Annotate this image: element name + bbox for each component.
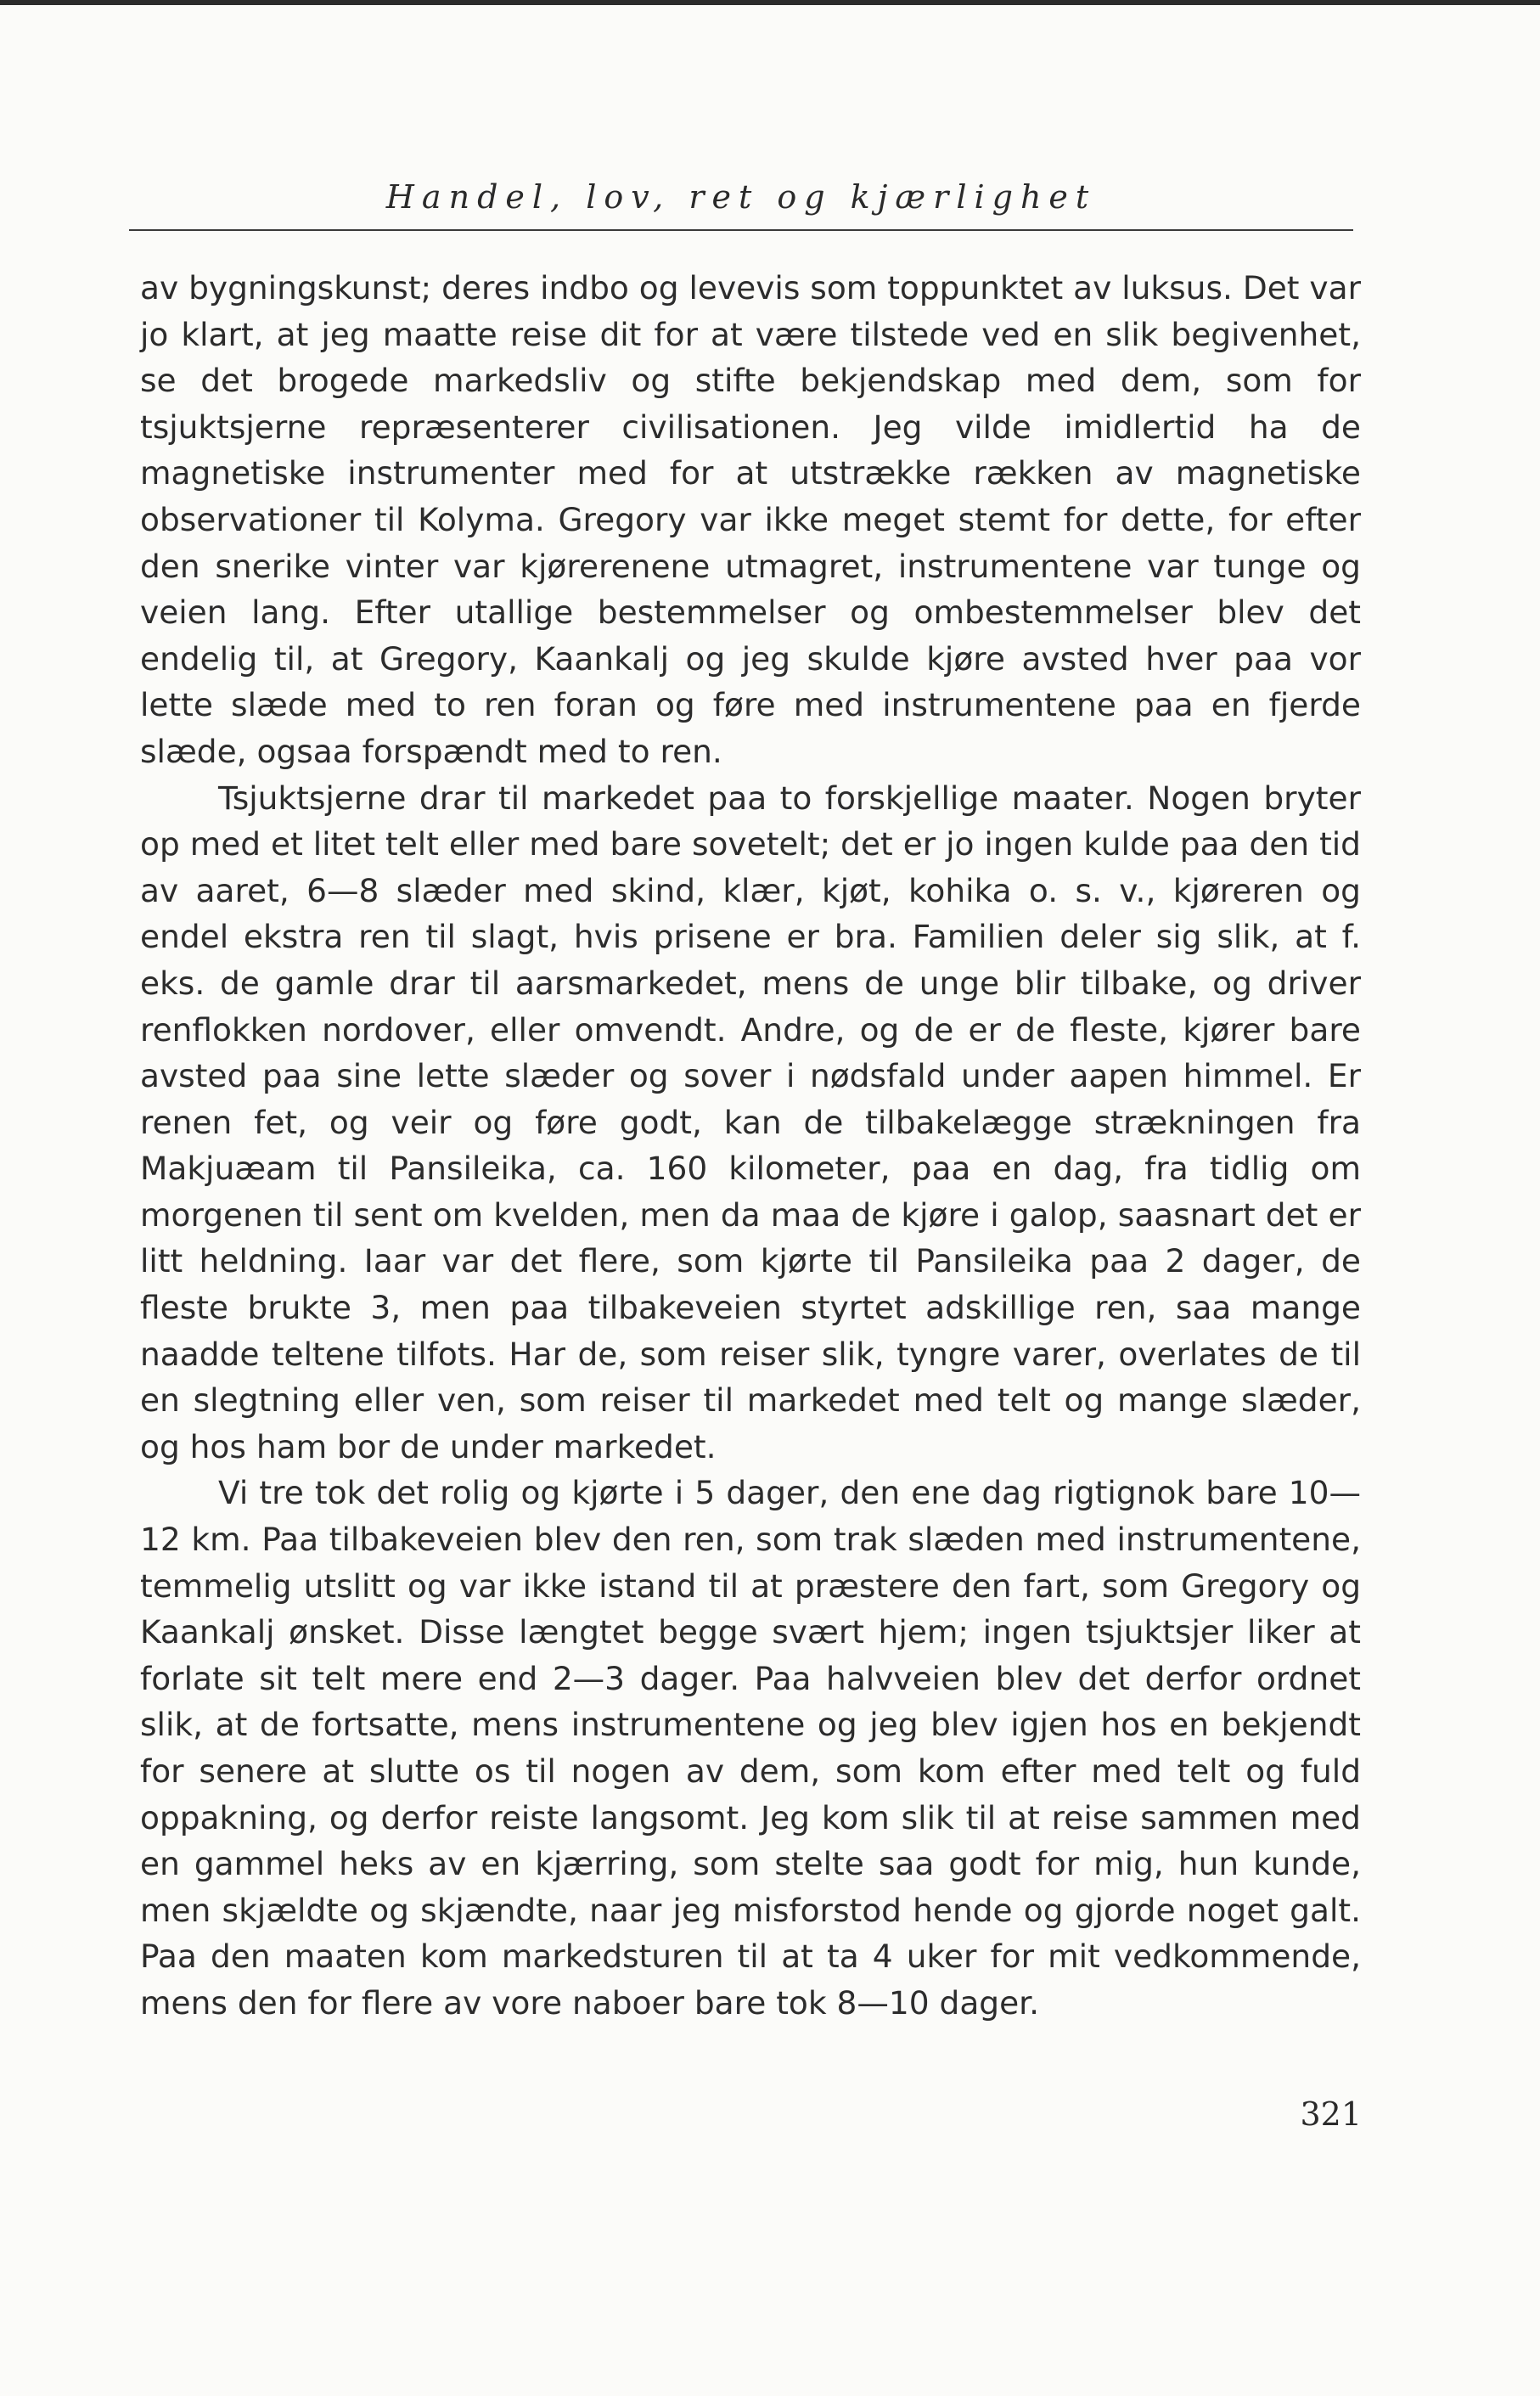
running-head: Handel, lov, ret og kjærlighet — [385, 178, 1097, 216]
paragraph-1: av bygningskunst; deres indbo og levevis som toppunktet av luksus. Det var jo klart, at jeg maatte reise dit for at være tilstede ved en slik begivenhet, se det brogede markedsliv og stifte bekjendskap med dem, som for tsjuktsjerne repræsenterer civilisationen. Jeg vilde imidlertid ha de magnetiske instrumenter med for at utstrække rækken av magnetiske observationer til Kolyma. Gregory var ikke meget stemt for dette, for efter den snerike vinter var kjørerenene utmagret, instrumentene var tunge og veien lang. Efter utallige bestemmelser og ombestemmelser blev det endelig til, at Gregory, Kaankalj og jeg skulde kjøre avsted hver paa vor lette slæde med to ren foran og føre med instrumentene paa en fjerde slæde, ogsaa forspændt med to ren. — [140, 269, 1361, 770]
body-text — [140, 265, 1361, 2027]
paragraph-2: Tsjuktsjerne drar til markedet paa to forskjellige maater. Nogen bryter op med et litet telt eller med bare sovetelt; det er jo ingen kulde paa den tid av aaret, 6—8 slæder med skind, klær, kjøt, kohika o. s. v., kjøreren og endel ekstra ren til slagt, hvis prisene er bra. Familien deler sig slik, at f. eks. de gamle drar til aarsmarkedet, mens de unge blir tilbake, og driver renflokken nordover, eller omvendt. Andre, og de er de fleste, kjører bare avsted paa sine lette slæder og sover i nødsfald under aapen himmel. Er renen fet, og veir og føre godt, kan de tilbakelægge strækningen fra Makjuæam til Pansileika, ca. 160 kilometer, paa en dag, fra tidlig om morgenen til sent om kvelden, men da maa de kjøre i galop, saasnart det er litt heldning. Iaar var det flere, som kjørte til Pansileika paa 2 dager, de fleste brukte 3, men paa tilbakeveien styrtet adskillige ren, saa mange naadde teltene tilfots. Har de, som reiser slik, tyngre varer, overlates de til en slegtning eller ven, som reiser til markedet med telt og mange slæder, og hos ham bor de under markedet. — [140, 779, 1361, 1465]
paragraph-3: Vi tre tok det rolig og kjørte i 5 dager, den ene dag rigtignok bare 10—12 km. Paa tilbakeveien blev den ren, som trak slæden med instrumentene, temmelig utslitt og var ikke istand til at præstere den fart, som Gregory og Kaankalj ønsket. Disse længtet begge svært hjem; ingen tsjuktsjer liker at forlate sit telt mere end 2—3 dager. Paa halvveien blev det derfor ordnet slik, at de fortsatte, mens instrumentene og jeg blev igjen hos en bekjendt for senere at slutte os til nogen av dem, som kom efter med telt og fuld oppakning, og derfor reiste langsomt. Jeg kom slik til at reise sammen med en gammel heks av en kjærring, som stelte saa godt for mig, hun kunde, men skjældte og skjændte, naar jeg misforstod hende og gjorde noget galt. Paa den maaten kom markedsturen til at ta 4 uker for mit vedkommende, mens den for flere av vore naboer bare tok 8—10 dager. — [140, 1474, 1361, 2022]
scan-top-edge — [0, 0, 1540, 5]
header-rule — [129, 229, 1353, 231]
page-number: 321 — [1300, 2095, 1362, 2133]
